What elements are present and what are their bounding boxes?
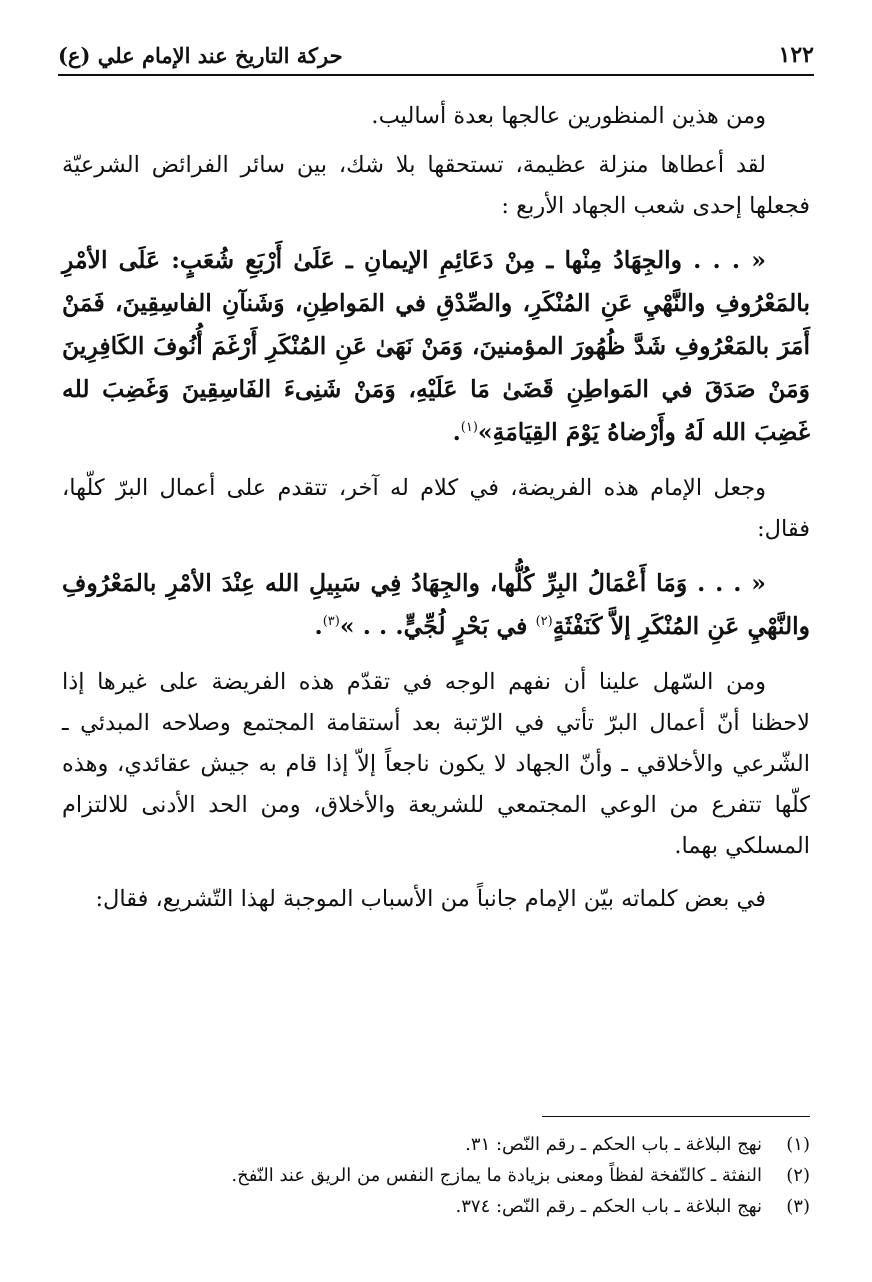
- quote-end-dot: .: [452, 418, 461, 446]
- footnote-ref-2: (٢): [535, 614, 553, 630]
- quote-jihad-branches-text: « . . . والجِهَادُ مِنْها ـ مِنْ دَعَائِمِ الإيمانِ ـ عَلَىٰ أَرْبَعِ شُعَبٍ: عَلَى الأمْرِ بالمَعْرُوفِ والنَّهْيِ عَنِ المُنْكَرِ، والصِّدْقِ في المَواطِنِ، وَشَنآنِ الفاسِقِينَ، فَمَنْ أَمَرَ بالمَعْرُوفِ شَدَّ ظُهُورَ المؤمنينَ، وَمَنْ نَهَىٰ عَنِ المُنْكَرِ أَرْغَمَ أُنُوفَ الكَافِرِينَ وَمَنْ صَدَقَ في المَواطِنِ قَضَىٰ مَا عَلَيْهِ، وَمَنْ شَنِىءَ الفَاسِقِينَ وَغَضِبَ لله غَضِبَ الله لَهُ وأَرْضاهُ يَوْمَ القِيَامَةِ»: [62, 246, 810, 446]
- footnotes: [62, 1116, 810, 1222]
- footnote-text: نهج البلاغة ـ باب الحكم ـ رقم النّص: ٣٧٤.: [455, 1196, 762, 1217]
- paragraph-closing: في بعض كلماته بيّن الإمام جانباً من الأسباب الموجبة لهذا التّشريع، فقال:: [95, 886, 766, 912]
- paragraph-status: لقد أعطاها منزلة عظيمة، تستحقها بلا شك، بين سائر الفرائض الشرعيّة فجعلها إحدى شعب الجهاد الأربع :: [62, 152, 810, 219]
- footnote-number: (٢): [786, 1165, 810, 1186]
- paragraph-explanation: ومن السّهل علينا أن نفهم الوجه في تقدّم هذه الفريضة على غيرها إذا لاحظنا أنّ أعمال البرّ تأتي في الرّتبة بعد أستقامة المجتمع وصلاحه المبدئي ـ الشّرعي والأخلاقي ـ وأنّ الجهاد لا يكون ناجعاً إلاّ إذا قام به جيش عقائدي، وهذه كلّها تتفرع من الوعي المجتمعي للشريعة والأخلاق، ومن الحد الأدنى للالتزام المسلكي بهما.: [62, 669, 810, 859]
- footnote-1: [62, 1129, 810, 1160]
- footnote-text: نهج البلاغة ـ باب الحكم ـ رقم النّص: ٣١.: [465, 1134, 762, 1155]
- footnote-ref-1: (١): [460, 420, 478, 436]
- paragraph-intro: ومن هذين المنظورين عالجها بعدة أساليب.: [371, 103, 766, 129]
- quote-good-deeds-text-a: « . . . وَمَا أَعْمَالُ البِرِّ كُلُّها، والجِهَادُ فِي سَبِيلِ الله عِنْدَ الأمْرِ بالمَعْرُوفِ والنَّهْيِ عَنِ المُنْكَرِ إلاَّ كَنَفْثَةٍ: [62, 569, 810, 640]
- footnote-number: (١): [786, 1134, 810, 1155]
- quote-jihad-branches: [62, 239, 810, 454]
- paragraph-priority: وجعل الإمام هذه الفريضة، في كلام له آخر، تتقدم على أعمال البرّ كلّها، فقال:: [62, 475, 810, 542]
- footnote-text: النفثة ـ كالنّفخة لفظاً ومعنى بزيادة ما يمازج النفس من الريق عند النّفخ.: [231, 1165, 762, 1186]
- running-title: حركة التاريخ عند الإمام علي (ع): [58, 43, 343, 68]
- running-header: [58, 28, 814, 76]
- footnote-rule-mask: [62, 1115, 542, 1118]
- body-text: [62, 96, 810, 932]
- page-number: ١٢٢: [778, 42, 814, 68]
- quote-good-deeds-text-b: في بَحْرٍ لُجِّيٍّ. . . »: [339, 612, 536, 640]
- footnote-number: (٣): [786, 1196, 810, 1217]
- footnote-2: [62, 1160, 810, 1191]
- footnote-3: [62, 1191, 810, 1222]
- quote-good-deeds: « . . . وَمَا أَعْمَالُ البِرِّ كُلُّها، والجِهَادُ فِي سَبِيلِ الله عِنْدَ الأمْرِ بالمَعْرُوفِ والنَّهْيِ عَنِ المُنْكَرِ إلاَّ كَنَفْثَةٍ$^{(٢)}$ في بَحْرٍ لُجِّيٍّ. . . »$^{(٣)}$.: [62, 569, 810, 640]
- footnote-ref-3: (٣): [322, 614, 340, 630]
